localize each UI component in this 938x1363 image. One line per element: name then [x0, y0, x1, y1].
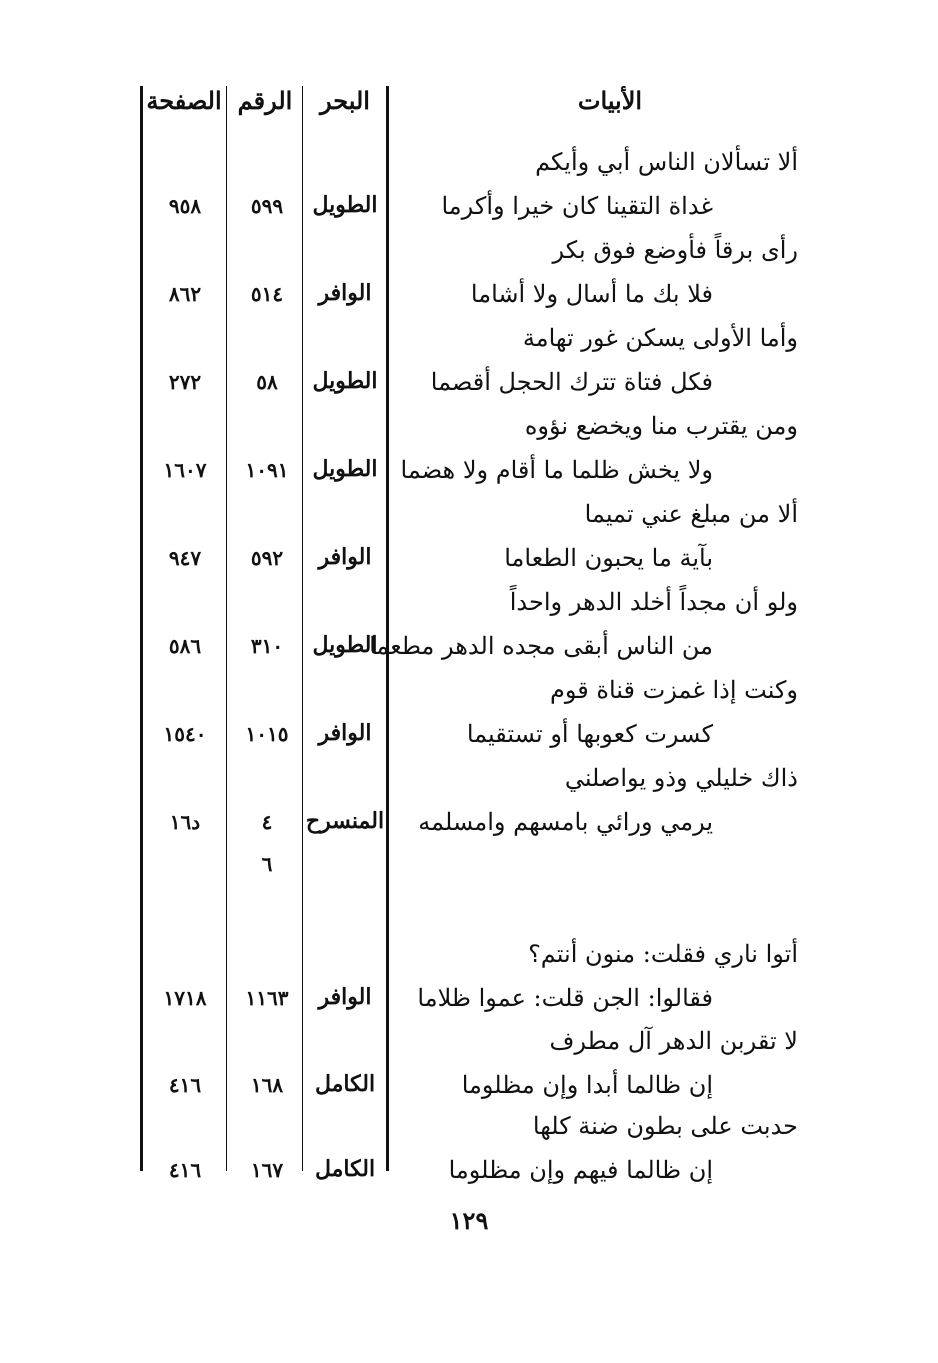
verse-second-hemistich: يرمي ورائي بامسهم وامسلمه	[418, 808, 713, 836]
verse-first-hemistich: ولو أن مجداً أخلد الدهر واحداً	[509, 588, 798, 616]
verse-number: ٥٩٢	[250, 546, 284, 570]
verse-meter: الطويل	[312, 368, 378, 394]
verse-number: ٥١٤	[250, 282, 284, 306]
verse-second-hemistich: بآية ما يحبون الطعاما	[504, 544, 713, 572]
verse-entry	[0, 1112, 938, 1204]
verse-number: ١٦٧	[250, 1158, 284, 1182]
verse-page: ٨٦٢	[168, 282, 202, 306]
verse-number: ١٠١٥	[245, 722, 289, 746]
verse-number: ١١٦٣	[245, 986, 289, 1010]
verse-page: ٩٥٨	[168, 194, 202, 218]
verse-entry	[0, 500, 938, 592]
verse-second-hemistich: إن ظالما فيهم وإن مظلوما	[448, 1156, 713, 1184]
verse-second-hemistich: غداة التقينا كان خيرا وأكرما	[441, 192, 713, 220]
verse-number: ٤	[261, 810, 273, 834]
verse-first-hemistich: ومن يقترب منا ويخضع نؤوه	[524, 412, 798, 440]
verse-page: ٢٧٢	[168, 370, 202, 394]
verse-first-hemistich: رأى برقاً فأوضع فوق بكر	[552, 236, 798, 264]
verse-entry	[0, 148, 938, 240]
header-meter: البحر	[320, 86, 370, 115]
verse-page: ١٧١٨	[163, 986, 207, 1010]
verse-entry	[0, 676, 938, 768]
verse-meter: الوافر	[318, 720, 372, 746]
verse-meter: الوافر	[318, 984, 372, 1010]
verse-meter: الطويل	[312, 632, 378, 658]
verse-second-hemistich: فقالوا: الجن قلت: عموا ظلاما	[417, 984, 713, 1012]
verse-first-hemistich: لا تقربن الدهر آل مطرف	[549, 1027, 798, 1055]
verse-page: ٤١٦	[168, 1158, 202, 1182]
verse-second-hemistich: من الناس أبقى مجده الدهر مطعما	[369, 632, 713, 660]
header-page: الصفحة	[146, 86, 222, 115]
page-number: ١٢٩	[449, 1206, 489, 1235]
verse-page: ٩٤٧	[168, 546, 202, 570]
verse-meter: الوافر	[318, 280, 372, 306]
verse-page: ٤١٦	[168, 1073, 202, 1097]
verse-first-hemistich: ألا من مبلغ عني تميما	[584, 500, 798, 528]
verse-second-hemistich: فكل فتاة تترك الحجل أقصما	[430, 368, 713, 396]
verse-meter: الكامل	[314, 1156, 376, 1182]
verse-entry	[0, 588, 938, 680]
verse-number: ١٦٨	[250, 1073, 284, 1097]
verse-entry	[0, 324, 938, 416]
verse-number: ٥٨	[256, 370, 278, 394]
verse-entry	[0, 236, 938, 328]
verse-entry	[0, 940, 938, 1032]
verse-page: د١٦	[169, 810, 201, 834]
verse-second-hemistich: كسرت كعوبها أو تستقيما	[466, 720, 713, 748]
header-verses: الأبيات	[577, 86, 643, 115]
verse-first-hemistich: حدبت على بطون ضنة كلها	[532, 1112, 798, 1140]
verse-entry	[0, 764, 938, 904]
verse-number: ٣١٠	[250, 634, 284, 658]
verse-meter: الكامل	[314, 1071, 376, 1097]
verse-first-hemistich: أتوا ناري فقلت: منون أنتم؟	[528, 940, 798, 968]
verse-entry	[0, 1027, 938, 1119]
verse-meter: الوافر	[318, 544, 372, 570]
verse-first-hemistich: وأما الأولى يسكن غور تهامة	[522, 324, 798, 352]
verse-page: ١٥٤٠	[163, 722, 207, 746]
verse-number: ٥٩٩	[250, 194, 284, 218]
verse-second-hemistich: فلا بك ما أسال ولا أشاما	[470, 280, 713, 308]
verse-second-hemistich: ولا يخش ظلما ما أقام ولا هضما	[400, 456, 713, 484]
verse-number: ١٠٩١	[245, 458, 289, 482]
verse-meter: المنسرح	[305, 808, 385, 834]
verse-page: ١٦٠٧	[163, 458, 207, 482]
header-number: الرقم	[237, 86, 293, 115]
verse-meter: الطويل	[312, 456, 378, 482]
verse-page: ٥٨٦	[168, 634, 202, 658]
verse-second-hemistich: إن ظالما أبدا وإن مظلوما	[461, 1071, 713, 1099]
verse-first-hemistich: ألا تسألان الناس أبي وأيكم	[535, 148, 798, 176]
verse-number-continuation: ٦	[261, 852, 273, 876]
verse-first-hemistich: ذاك خليلي وذو يواصلني	[564, 764, 798, 792]
verse-meter: الطويل	[312, 192, 378, 218]
verse-entry	[0, 412, 938, 504]
verse-first-hemistich: وكنت إذا غمزت قناة قوم	[550, 676, 798, 704]
